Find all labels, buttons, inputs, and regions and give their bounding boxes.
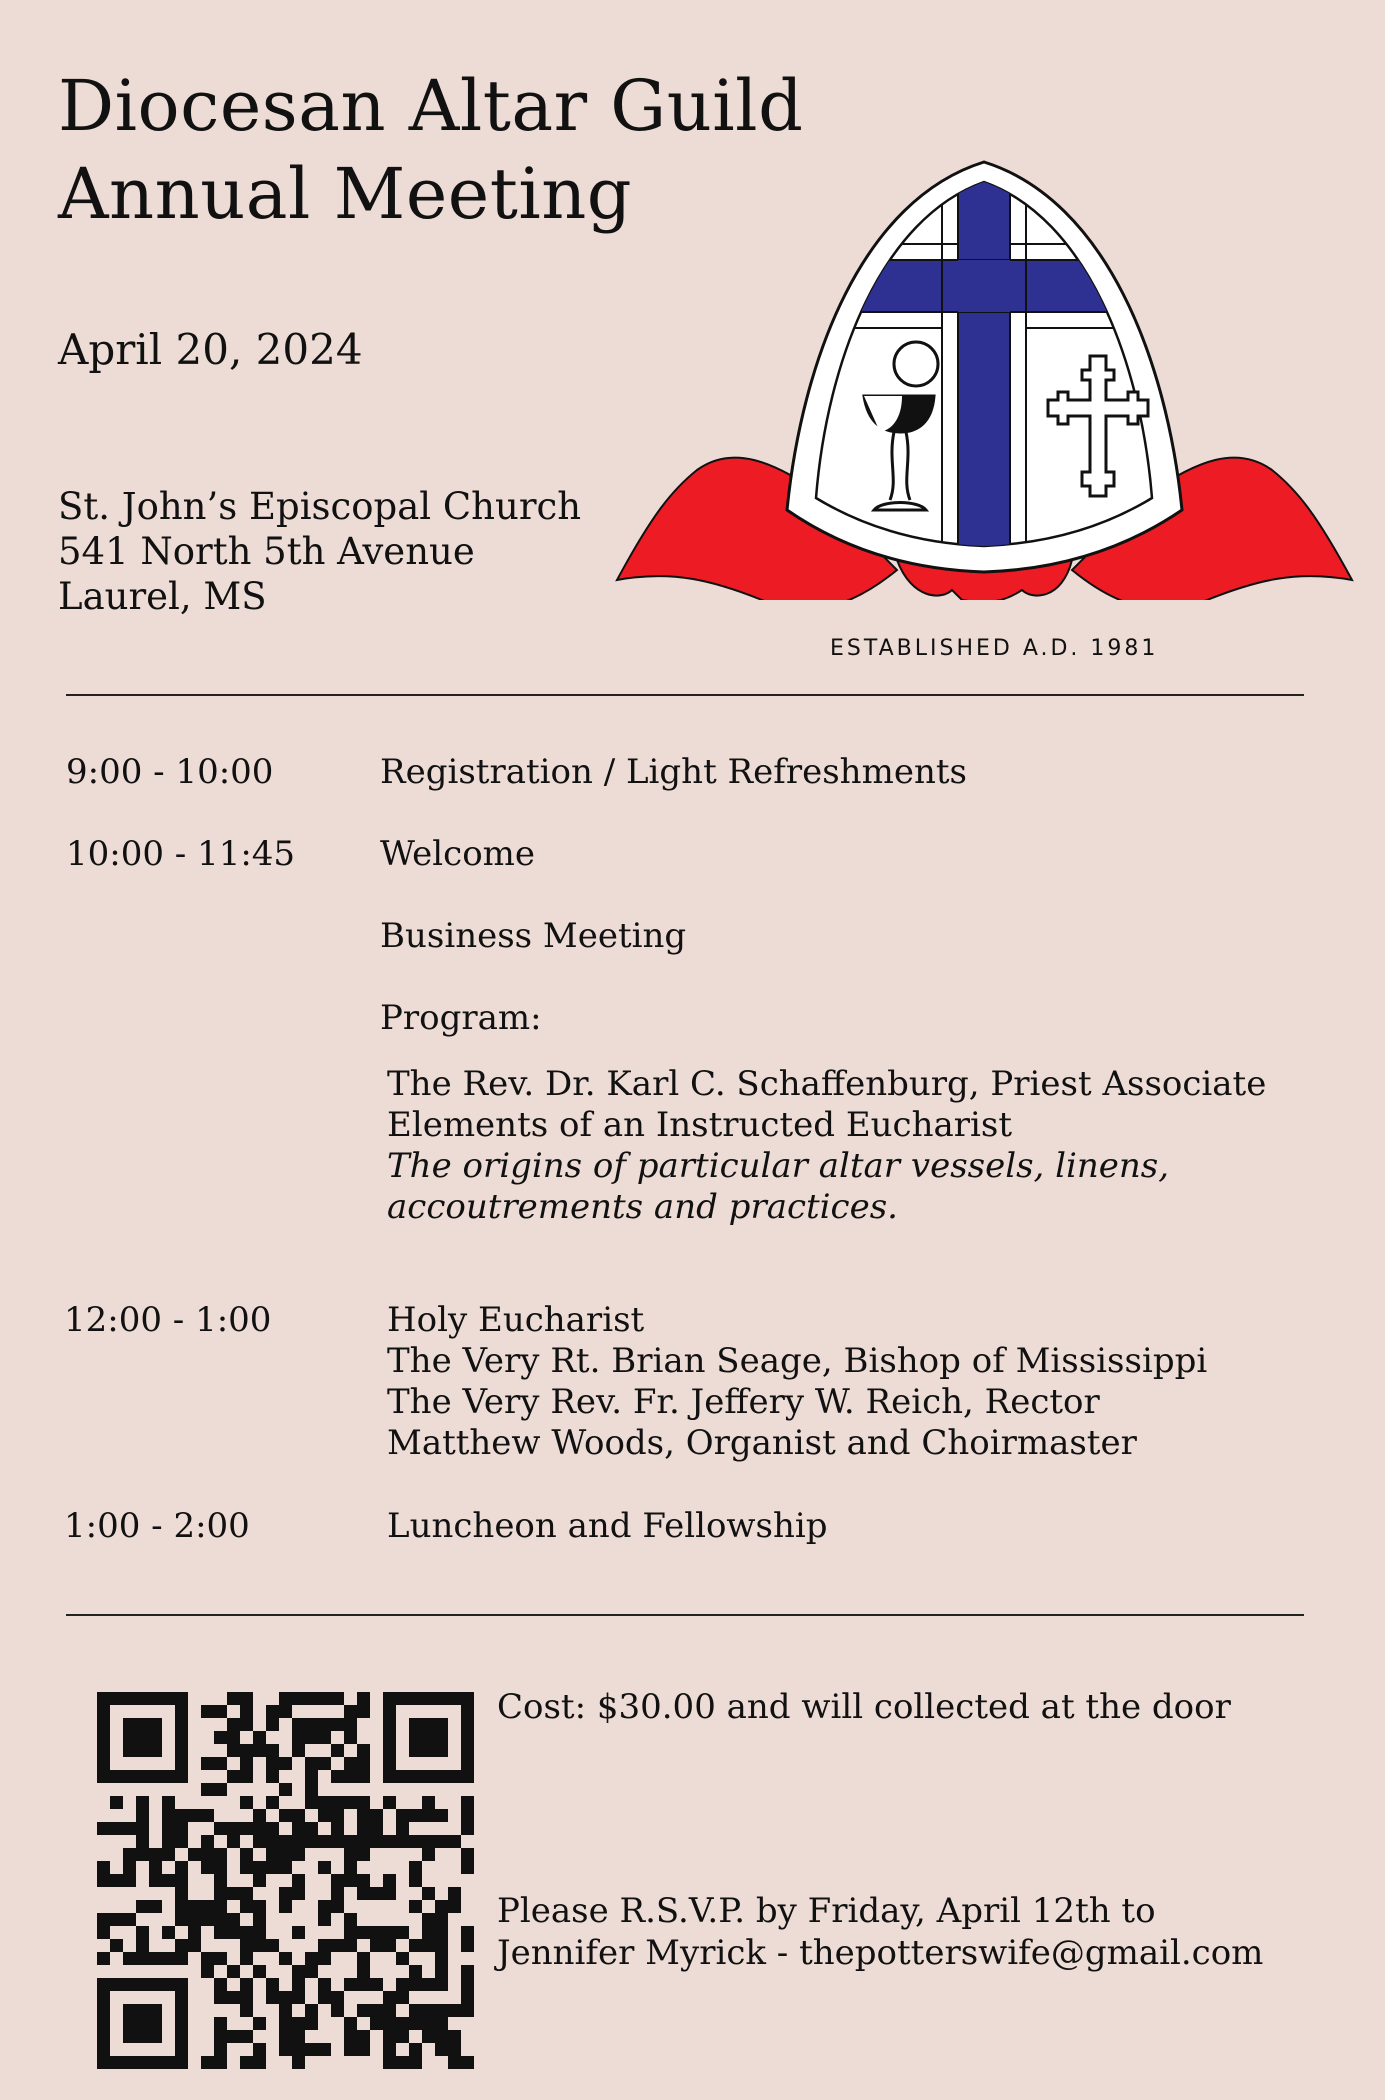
schedule-line: Luncheon and Fellowship [387,1506,828,1546]
qr-code[interactable] [97,1692,474,2069]
schedule-time-4: 1:00 - 2:00 [64,1506,250,1546]
divider-bottom [66,1614,1304,1616]
schedule-item-7 [387,1506,828,1547]
venue-city: Laurel, MS [58,575,267,618]
rsvp-line-1: Please R.S.V.P. by Friday, April 12th to [497,1891,1156,1931]
schedule-line: Welcome [380,834,536,874]
schedule-line: Matthew Woods, Organist and Choirmaster [387,1423,1137,1463]
schedule-line: The Very Rev. Fr. Jeffery W. Reich, Rector [387,1382,1100,1422]
venue-name: St. John’s Episcopal Church [58,485,582,528]
guild-logo [612,160,1357,600]
schedule-line: Registration / Light Refreshments [380,752,967,792]
schedule-line: Elements of an Instructed Eucharist [387,1105,1012,1145]
rsvp-line-2: Jennifer Myrick - thepotterswife@gmail.com [497,1933,1264,1973]
schedule-item-5 [387,1064,1266,1228]
title-line-1: Diocesan Altar Guild [58,65,804,147]
schedule-line: The Very Rt. Brian Seage, Bishop of Mississippi [387,1341,1208,1381]
cost-text: Cost: $30.00 and will collected at the door [497,1687,1231,1727]
schedule-line: Holy Eucharist [387,1300,645,1340]
schedule-time-2: 10:00 - 11:45 [66,834,296,874]
schedule-line: The Rev. Dr. Karl C. Schaffenburg, Priest Associate [387,1064,1267,1104]
schedule-line-italic: The origins of particular altar vessels, linens, [387,1146,1170,1186]
schedule-item-4 [380,998,542,1039]
title-line-2: Annual Meeting [58,153,633,235]
schedule-line-italic: accoutrements and practices. [387,1187,898,1227]
venue-street: 541 North 5th Avenue [58,530,475,573]
schedule-item-3 [380,916,686,957]
schedule-item-1 [380,752,967,793]
established-text: ESTABLISHED A.D. 1981 [830,636,1159,661]
event-date: April 20, 2024 [58,325,363,374]
divider-top [66,694,1304,696]
rsvp-text [497,1890,1263,1974]
schedule-time-1: 9:00 - 10:00 [66,752,274,792]
schedule-line: Program: [380,998,542,1038]
schedule-time-3: 12:00 - 1:00 [64,1300,272,1340]
schedule-item-2 [380,834,535,875]
venue-address [58,484,581,619]
schedule-item-6 [387,1300,1207,1464]
schedule-line: Business Meeting [380,916,687,956]
